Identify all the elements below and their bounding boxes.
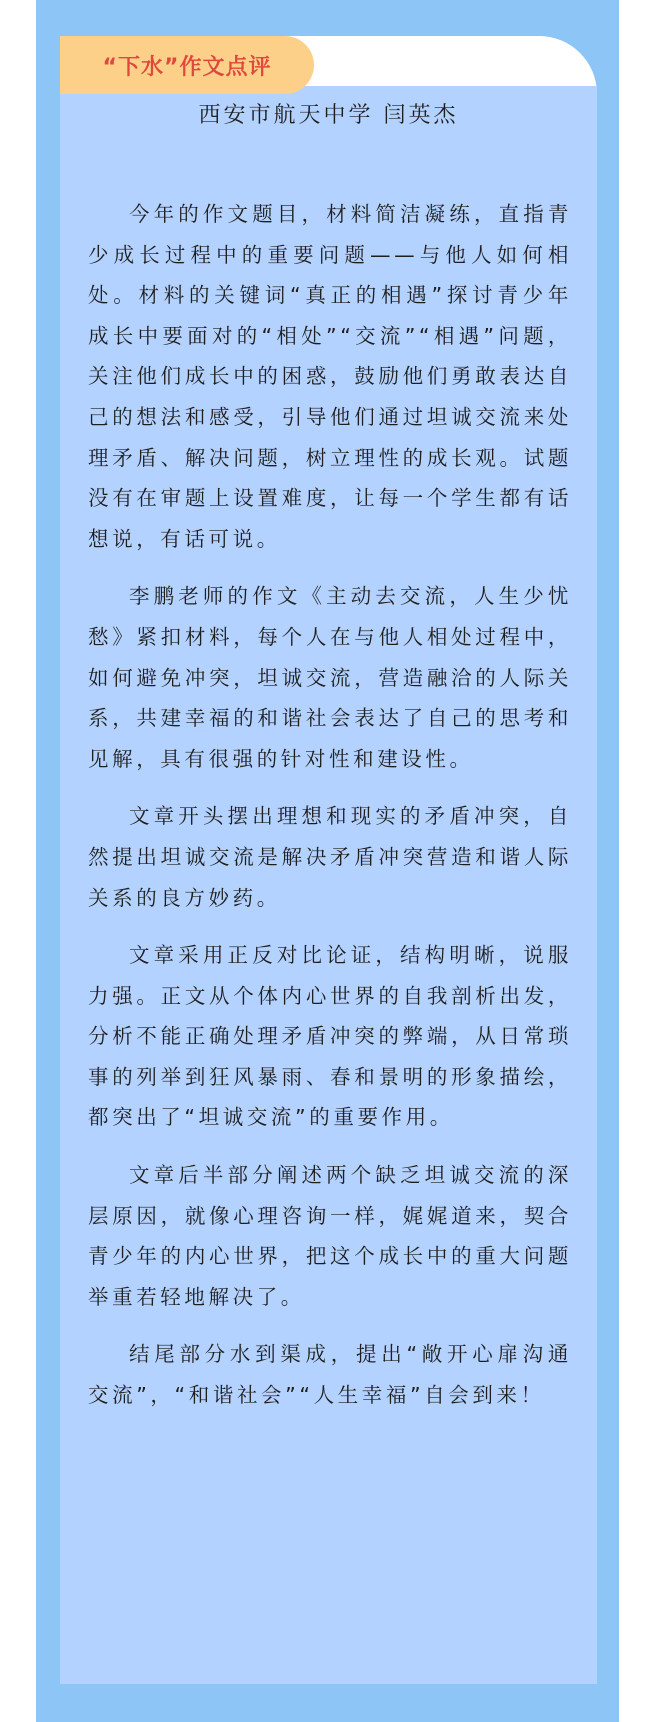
- paragraph-4: 文章采用正反对比论证，结构明晰，说服力强。正文从个体内心世界的自我剖析出发，分析不能正确处理矛盾冲突的弊端，从日常琐事的列举到狂风暴雨、春和景明的形象描绘，都突出了“坦诚交流”的重要作用。: [88, 943, 572, 1130]
- author-line: 西安市航天中学 闫英杰: [198, 103, 459, 128]
- paragraph-3: 文章开头摆出理想和现实的矛盾冲突，自然提出坦诚交流是解决矛盾冲突营造和谐人际关系的良方妙药。: [88, 804, 572, 910]
- section-tag-label: “下水”作文点评: [102, 54, 272, 80]
- paragraph-2: 李鹏老师的作文《主动去交流，人生少忧愁》紧扣材料，每个人在与他人相处过程中，如何避免冲突，坦诚交流，营造融洽的人际关系，共建幸福的和谐社会表达了自己的思考和见解，具有很强的针对性和建设性。: [88, 584, 572, 771]
- paragraph-1: 今年的作文题目，材料简洁凝练，直指青少成长过程中的重要问题——与他人如何相处。材料的关键词“真正的相遇”探讨青少年成长中要面对的“相处”“交流”“相遇”问题，关注他们成长中的困惑，鼓励他们勇敢表达自己的想法和感受，引导他们通过坦诚交流来处理矛盾、解决问题，树立理性的成长观。试题没有在审题上设置难度，让每一个学生都有话想说，有话可说。: [88, 202, 572, 551]
- paragraph-6: 结尾部分水到渠成，提出“敞开心扉沟通交流”，“和谐社会”“人生幸福”自会到来！: [88, 1342, 572, 1408]
- paragraph-5: 文章后半部分阐述两个缺乏坦诚交流的深层原因，就像心理咨询一样，娓娓道来，契合青少年的内心世界，把这个成长中的重大问题举重若轻地解决了。: [88, 1163, 572, 1309]
- article-body: [88, 194, 572, 1433]
- section-tag: [60, 36, 314, 94]
